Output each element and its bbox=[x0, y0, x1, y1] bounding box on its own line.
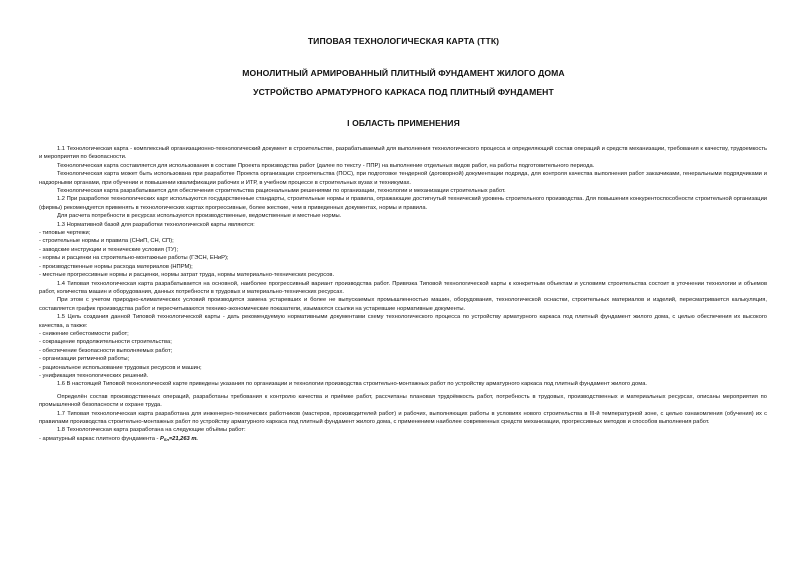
list-item: - строительные нормы и правила (СНиП, СН, СП); bbox=[39, 238, 174, 245]
section-title: I ОБЛАСТЬ ПРИМЕНЕНИЯ bbox=[347, 118, 460, 128]
volume-formula bbox=[160, 436, 198, 442]
paragraph-1-2: 1.2 При разработке технологических карт используются государственные стандарты, строительные нормы и правила, отражающие достигнутый технический уровень строительного производства. Для повышения конкурентоспособности строительной организации (фирмы) рекомендуется применять в технологических картах прогрессивные, более жесткие, чем в приведенных документах, нормы и правила. bbox=[39, 196, 767, 211]
list-item: - рациональное использование трудовых ресурсов и машин; bbox=[39, 364, 202, 371]
paragraph-1-6: 1.6 В настоящей Типовой технологической карте приведены указания по организации и технологии производства строительно-монтажных работ по устройству арматурного каркаса под плитный фундамент жилого дома. bbox=[57, 381, 647, 388]
paragraph-1-4b: При этом с учетом природно-климатических условий производится замена устаревших и более не выпускаемых промышленностью машин, оборудования, технологической оснастки, строительных материалов и изделий, пересматривается калькуляция, составляется график производства работ и пересчитываются технико-экономические показатели, изымаются ссылки на устаревшие нормативные документы. bbox=[39, 297, 767, 312]
paragraph-1-6b: Определён состав производственных операций, разработаны требования к контролю качества и приёмке работ, рассчитаны плановая трудоёмкость работ, потребность в трудовых, производственных и материальных ресурсах, описаны мероприятия по промышленной безопасности и охране труда. bbox=[39, 393, 767, 409]
paragraph-1-3: 1.3 Нормативной базой для разработки технологической карты являются: bbox=[57, 221, 255, 228]
goals-list bbox=[39, 330, 767, 380]
paragraph-1-2b: Для расчета потребности в ресурсах используются производственные, ведомственные и местные нормы. bbox=[57, 213, 342, 220]
volume-item-text: - арматурный каркас плитного фундамента - bbox=[39, 435, 159, 442]
paragraph-1-1c: Технологическая карта может быть использована при разработке Проекта организации строительства (ПОС), при подготовке тендерной (договорной) документации подряда, для контроля качества выполнения работ заказчиками, генеральными подрядчиками и надзорными органами, при обучении и повышении квалификации рабочих и ИТР, в учебном процессе в строительных вузах и техникумах. bbox=[39, 171, 767, 186]
formula-value: =21,263 т. bbox=[168, 435, 198, 442]
paragraph-1-7: 1.7 Типовая технологическая карта разработана для инженерно-технических работников (мастеров, производителей работ) и рабочих, выполняющих работы в условиях нового строительства в III-й температурной зоне, с целью ознакомления (обучения) их с правилами производства строительно-монтажных работ по устройству арматурного каркаса под плитный фундамент жилого дома, с применением наиболее современных средств механизации, прогрессивных методов и способов выполнения работ. bbox=[39, 410, 767, 425]
object-title: МОНОЛИТНЫЙ АРМИРОВАННЫЙ ПЛИТНЫЙ ФУНДАМЕНТ ЖИЛОГО ДОМА bbox=[242, 68, 565, 78]
paragraph-1-8: 1.8 Технологическая карта разработана на следующие объёмы работ: bbox=[57, 427, 246, 434]
work-title: УСТРОЙСТВО АРМАТУРНОГО КАРКАСА ПОД ПЛИТНЫЙ ФУНДАМЕНТ bbox=[253, 87, 554, 97]
paragraph-1-4: 1.4 Типовая технологическая карта разрабатывается на основной, наиболее прогрессивный вариант производства работ. Привязка Типовой технологической карты к конкретным объектам и условиям строительства состоит в уточнении технологии и объемов работ, количества машин и оборудования, данных потребности в трудовых и материально-технических ресурсах. bbox=[39, 280, 767, 295]
list-item: - местные прогрессивные нормы и расценки, нормы затрат труда, нормы материально-технических ресурсов. bbox=[39, 272, 335, 279]
list-item: - унификация технологических решений. bbox=[39, 372, 149, 379]
list-item: - типовые чертежи; bbox=[39, 230, 91, 237]
paragraph-1-1: 1.1 Технологическая карта - комплексный организационно-технологический документ в строительстве, разрабатываемый для выполнения технологического процесса и определяющий состав операций и средств механизации, требования к качеству, трудоемкость и мероприятия по безопасности. bbox=[39, 146, 767, 161]
list-item: - обеспечение безопасности выполняемых работ; bbox=[39, 347, 173, 354]
normative-base-list bbox=[39, 229, 767, 279]
paragraph-1-5: 1.5 Цель создания данной Типовой технологической карты - дать рекомендуемую нормативными документами схему технологического процесса по устройству арматурного каркаса под плитный фундамент жилого дома, с целью обеспечения их высокого качества, а также: bbox=[39, 314, 767, 329]
paragraph-1-1d: Технологическая карта разрабатывается для обеспечения строительства рациональными решениями по организации, технологии и механизации строительных работ. bbox=[57, 188, 506, 195]
document-title: ТИПОВАЯ ТЕХНОЛОГИЧЕСКАЯ КАРТА (ТТК) bbox=[307, 36, 500, 46]
list-item: - сокращение продолжительности строительства; bbox=[39, 339, 172, 346]
list-item: - снижение себестоимости работ; bbox=[39, 330, 129, 337]
list-item: - заводские инструкции и технические условия (ТУ); bbox=[39, 246, 179, 253]
formula-subscript: бл bbox=[163, 436, 169, 442]
paragraph-1-1b: Технологическая карта составляется для использования в составе Проекта производства работ (далее по тексту - ППР) на выполнение отдельных видов работ, на работы подготовительного периода. bbox=[57, 162, 595, 169]
section-body bbox=[39, 145, 767, 444]
volume-line bbox=[39, 435, 767, 444]
list-item: - производственные нормы расхода материалов (НПРМ); bbox=[39, 263, 193, 270]
list-item: - организации ритмичной работы; bbox=[39, 356, 130, 363]
list-item: - нормы и расценки на строительно-монтажные работы (ГЭСН, ЕНиР); bbox=[39, 255, 229, 262]
formula-symbol: Р bbox=[160, 435, 164, 442]
